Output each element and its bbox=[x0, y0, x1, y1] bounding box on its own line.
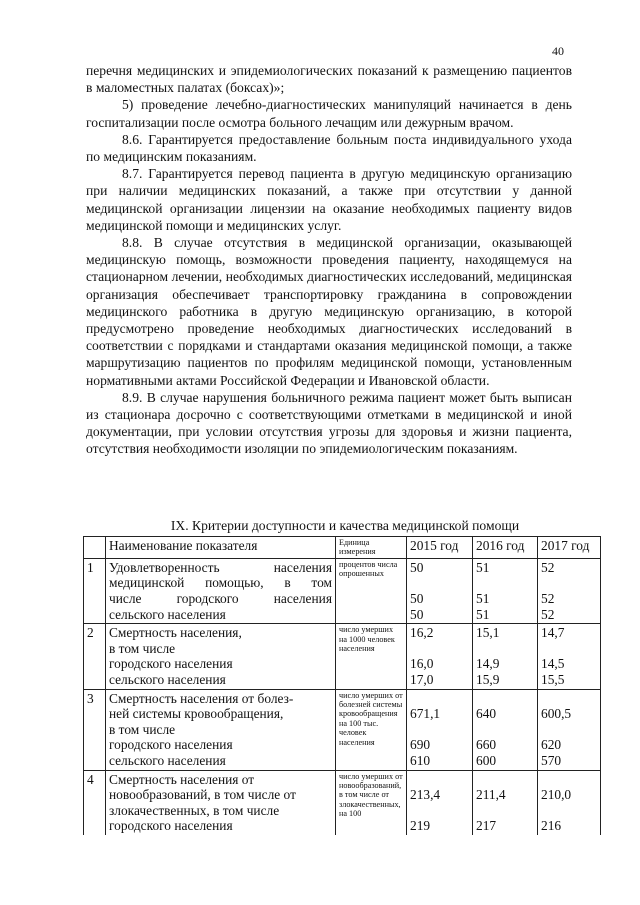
section-title: IX. Критерии доступности и качества медицинской помощи bbox=[170, 518, 520, 533]
value-line: 219 bbox=[410, 818, 431, 834]
value-line: 570 bbox=[541, 752, 562, 768]
value-line: 210,0 bbox=[541, 787, 572, 803]
page-number: 40 bbox=[552, 44, 564, 58]
table-row bbox=[84, 770, 601, 835]
value-line: 213,4 bbox=[410, 787, 441, 803]
value-line bbox=[541, 691, 597, 707]
value-line: 15,5 bbox=[541, 671, 565, 687]
indicator-name-line: числе городского населения bbox=[109, 591, 332, 606]
row-number: 2 bbox=[84, 624, 106, 689]
value-2017 bbox=[538, 770, 601, 835]
indicator-name-line: сельского населения bbox=[109, 671, 226, 687]
row-number: 1 bbox=[84, 558, 106, 623]
paragraph: 8.7. Гарантируется перевод пациента в другую медицинскую организацию при наличии медицинских показаний, а также при отсутствии у данной медицинской организации лицензии на оказание необходимых пациенту видов медицинской помощи и медицинских услуг. bbox=[86, 166, 572, 233]
value-line bbox=[476, 803, 534, 819]
value-2016 bbox=[473, 558, 538, 623]
indicator-name bbox=[106, 558, 336, 623]
paragraph: 8.8. В случае отсутствия в медицинской организации, оказывающей медицинскую помощь, возможности проведения пациенту, находящемуся на стационарном лечении, необходимых диагностических исследований, медицинская организация обеспечивает транспортировку гражданина в сопровождении медицинского работника в другую медицинскую организацию, в которой предусмотрено проведение необходимых диагностических исследований в соответствии с порядками и стандартами оказания медицинской помощи, а также маршрутизацию пациентов по профилям медицинской помощи, установленным нормативными актами Российской Федерации и Ивановской области. bbox=[86, 235, 572, 388]
indicator-name-line: Смертность населения, bbox=[109, 625, 242, 641]
table-row bbox=[84, 689, 601, 770]
value-line bbox=[541, 772, 597, 788]
value-line bbox=[410, 772, 469, 788]
indicator-name bbox=[106, 689, 336, 770]
header-unit: Единица измерения bbox=[336, 537, 407, 559]
indicator-name-line: злокачественных, в том числе bbox=[109, 802, 280, 818]
value-line: 50 bbox=[410, 559, 424, 575]
indicator-name bbox=[106, 770, 336, 835]
value-line: 50 bbox=[410, 606, 424, 622]
value-line bbox=[476, 575, 534, 591]
unit-of-measure: число умерших от болезней системы кровообращения на 100 тыс. человек населения bbox=[336, 689, 407, 770]
indicator-name-line: Удовлетворенность населения bbox=[109, 559, 332, 575]
paragraph: 8.6. Гарантируется предоставление больным поста индивидуального ухода по медицинским показаниям. bbox=[86, 131, 572, 165]
unit-of-measure: число умерших на 1000 человек населения bbox=[336, 624, 407, 689]
value-line: 17,0 bbox=[410, 671, 434, 687]
unit-of-measure: число умерших от новообразований, в том числе от злокачественных, на 100 bbox=[336, 770, 407, 835]
value-line: 14,9 bbox=[476, 656, 500, 672]
table-row bbox=[84, 624, 601, 689]
header-2016: 2016 год bbox=[473, 537, 538, 559]
indicator-name-line: городского населения bbox=[109, 818, 233, 834]
value-line bbox=[476, 772, 534, 788]
criteria-table bbox=[83, 536, 601, 835]
value-2017 bbox=[538, 689, 601, 770]
value-line bbox=[410, 575, 469, 591]
value-line bbox=[476, 691, 534, 707]
value-line: 610 bbox=[410, 752, 431, 768]
value-2016 bbox=[473, 624, 538, 689]
indicator-name bbox=[106, 624, 336, 689]
value-line: 211,4 bbox=[476, 787, 506, 803]
value-line: 16,2 bbox=[410, 625, 434, 641]
value-2015 bbox=[407, 558, 473, 623]
paragraph: перечня медицинских и эпидемиологических показаний к размещению пациентов в маломестных палатах (боксах)»; bbox=[86, 63, 572, 96]
value-line: 620 bbox=[541, 737, 562, 753]
value-line: 52 bbox=[541, 559, 555, 575]
value-2015 bbox=[407, 770, 473, 835]
value-line: 15,1 bbox=[476, 625, 500, 641]
value-line bbox=[410, 803, 469, 819]
table-row bbox=[84, 558, 601, 623]
value-line: 51 bbox=[476, 591, 490, 606]
unit-of-measure: процентов числа опрошенных bbox=[336, 558, 407, 623]
table-header-row bbox=[84, 537, 601, 559]
value-line: 640 bbox=[476, 706, 497, 722]
value-2015 bbox=[407, 689, 473, 770]
body-text bbox=[86, 62, 572, 458]
indicator-name-line: городского населения bbox=[109, 656, 233, 672]
value-2017 bbox=[538, 558, 601, 623]
value-line: 14,7 bbox=[541, 625, 565, 641]
indicator-name-line: сельского населения bbox=[109, 752, 226, 768]
row-number: 3 bbox=[84, 689, 106, 770]
value-line bbox=[541, 722, 597, 738]
indicator-name-line: медицинской помощью, в том bbox=[109, 575, 332, 591]
value-line: 14,5 bbox=[541, 656, 565, 672]
indicator-name-line: ней системы кровообращения, bbox=[109, 706, 284, 722]
indicator-name-line: в том числе bbox=[109, 721, 176, 737]
value-2016 bbox=[473, 770, 538, 835]
value-line: 16,0 bbox=[410, 656, 434, 672]
value-line bbox=[541, 575, 597, 591]
value-line: 690 bbox=[410, 737, 431, 753]
value-line: 216 bbox=[541, 818, 562, 834]
value-line bbox=[410, 641, 469, 657]
value-line: 217 bbox=[476, 818, 497, 834]
value-line: 52 bbox=[541, 606, 555, 622]
value-2016 bbox=[473, 689, 538, 770]
header-2017: 2017 год bbox=[538, 537, 601, 559]
value-line: 671,1 bbox=[410, 706, 441, 722]
value-line: 15,9 bbox=[476, 671, 500, 687]
value-line: 50 bbox=[410, 591, 424, 606]
header-2015: 2015 год bbox=[407, 537, 473, 559]
indicator-name-line: в том числе bbox=[109, 640, 176, 656]
indicator-name-line: городского населения bbox=[109, 737, 233, 753]
value-2017 bbox=[538, 624, 601, 689]
value-line bbox=[476, 641, 534, 657]
value-line: 52 bbox=[541, 591, 555, 606]
value-line bbox=[476, 722, 534, 738]
indicator-name-line: Смертность населения от bbox=[109, 771, 255, 787]
value-2015 bbox=[407, 624, 473, 689]
indicator-name-line: Смертность населения от болез- bbox=[109, 690, 294, 706]
indicator-name-line: новообразований, в том числе от bbox=[109, 787, 296, 803]
value-line: 660 bbox=[476, 737, 497, 753]
header-name: Наименование показателя bbox=[106, 537, 336, 559]
value-line bbox=[541, 641, 597, 657]
paragraph: 5) проведение лечебно-диагностических манипуляций начинается в день госпитализации после осмотра больного лечащим или дежурным врачом. bbox=[86, 97, 572, 130]
value-line: 51 bbox=[476, 559, 490, 575]
indicator-name-line: сельского населения bbox=[109, 606, 226, 622]
value-line bbox=[410, 691, 469, 707]
value-line: 600 bbox=[476, 752, 497, 768]
header-num-cell bbox=[84, 537, 106, 559]
paragraph: 8.9. В случае нарушения больничного режима пациент может быть выписан из стационара досрочно с соответствующими отметками в медицинской и иной документации, при условии отсутствия угрозы для здоровья и жизни пациента, отсутствия необходимости изоляции по эпидемиологическим показаниям. bbox=[86, 389, 572, 457]
value-line bbox=[410, 722, 469, 738]
value-line: 51 bbox=[476, 606, 490, 622]
value-line: 600,5 bbox=[541, 706, 572, 722]
value-line bbox=[541, 803, 597, 819]
row-number: 4 bbox=[84, 770, 106, 835]
